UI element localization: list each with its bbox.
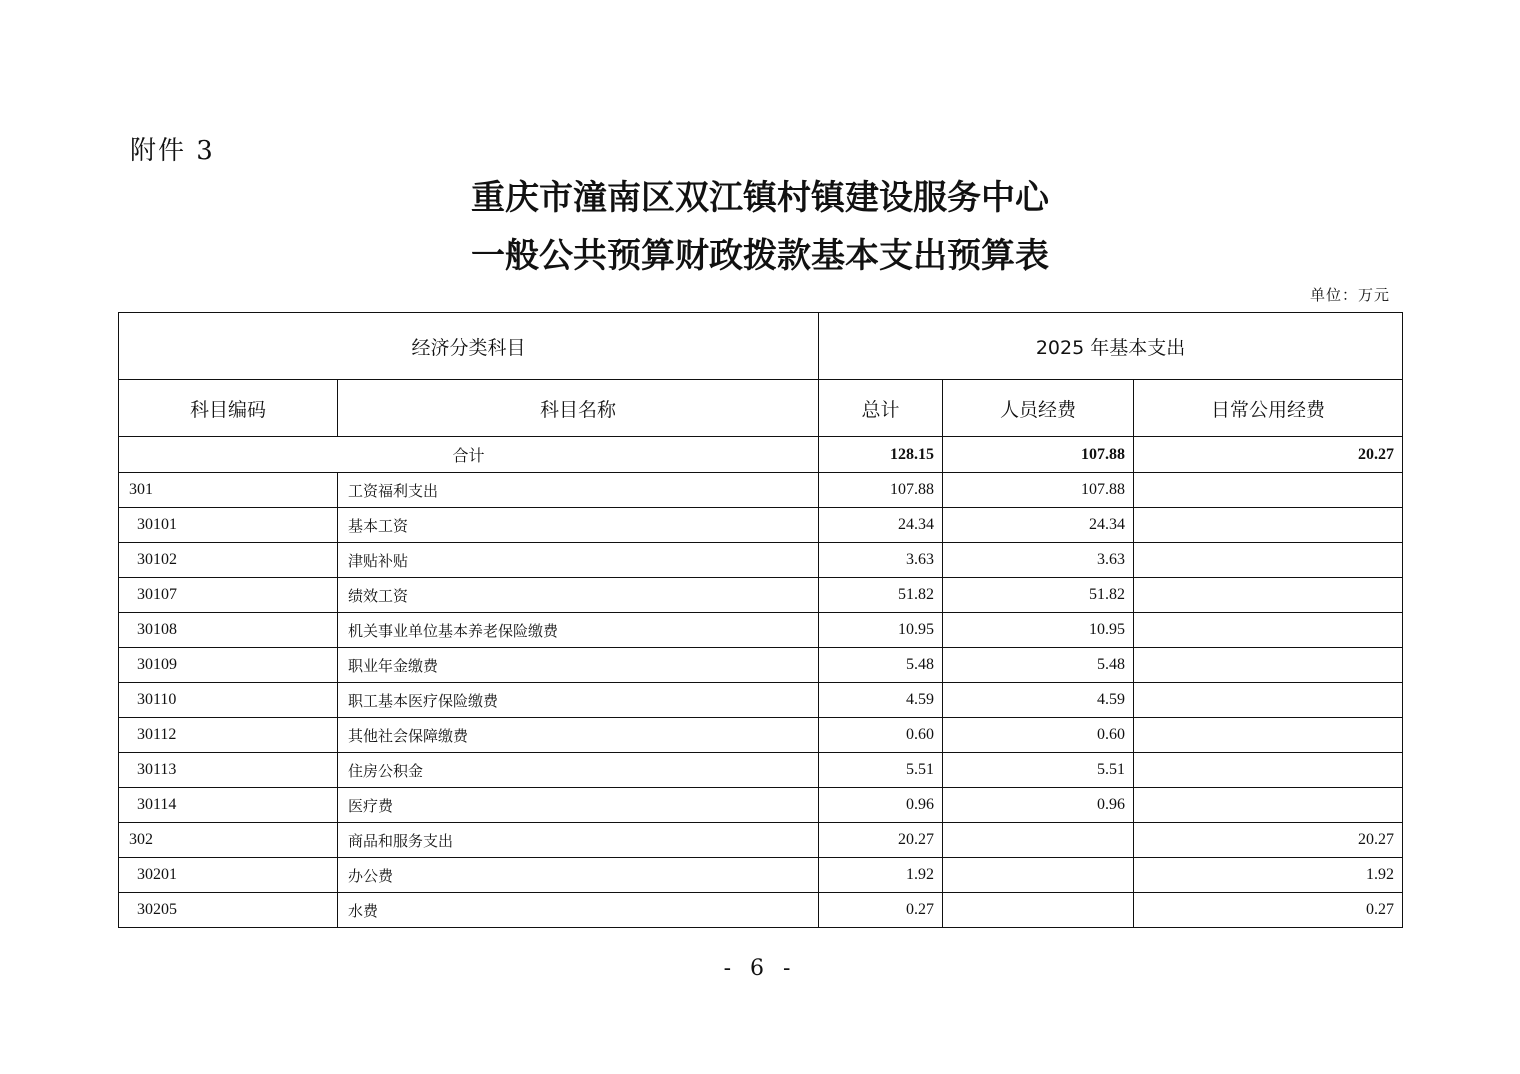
cell-total: 51.82 bbox=[819, 578, 943, 613]
cell-public bbox=[1134, 648, 1403, 683]
cell-public: 1.92 bbox=[1134, 858, 1403, 893]
cell-code: 302 bbox=[119, 823, 338, 858]
table-row bbox=[119, 788, 1403, 823]
table-row bbox=[119, 823, 1403, 858]
table-row bbox=[119, 718, 1403, 753]
cell-public: 0.27 bbox=[1134, 893, 1403, 928]
cell-name: 基本工资 bbox=[338, 508, 819, 543]
page-number: - 6 - bbox=[723, 956, 797, 981]
cell-code: 30110 bbox=[119, 683, 338, 718]
cell-code: 30114 bbox=[119, 788, 338, 823]
cell-public bbox=[1134, 753, 1403, 788]
header-personnel: 人员经费 bbox=[943, 380, 1134, 437]
cell-name: 绩效工资 bbox=[338, 578, 819, 613]
page-title-line1: 重庆市潼南区双江镇村镇建设服务中心 bbox=[471, 178, 1049, 218]
cell-name: 机关事业单位基本养老保险缴费 bbox=[338, 613, 819, 648]
cell-code: 30201 bbox=[119, 858, 338, 893]
total-row bbox=[119, 437, 1403, 473]
cell-public bbox=[1134, 683, 1403, 718]
cell-public bbox=[1134, 543, 1403, 578]
cell-public: 20.27 bbox=[1134, 823, 1403, 858]
cell-personnel bbox=[943, 858, 1134, 893]
budget-table bbox=[118, 312, 1403, 928]
cell-total: 20.27 bbox=[819, 823, 943, 858]
header-total: 总计 bbox=[819, 380, 943, 437]
table-row bbox=[119, 578, 1403, 613]
header-group-row bbox=[119, 313, 1403, 380]
table-row bbox=[119, 473, 1403, 508]
table-row bbox=[119, 893, 1403, 928]
cell-public bbox=[1134, 508, 1403, 543]
cell-name: 医疗费 bbox=[338, 788, 819, 823]
header-public: 日常公用经费 bbox=[1134, 380, 1403, 437]
header-basic-expenditure: 2025 年基本支出 bbox=[819, 313, 1403, 380]
table-row bbox=[119, 648, 1403, 683]
cell-total: 3.63 bbox=[819, 543, 943, 578]
cell-code: 30113 bbox=[119, 753, 338, 788]
cell-personnel: 107.88 bbox=[943, 473, 1134, 508]
cell-name: 商品和服务支出 bbox=[338, 823, 819, 858]
cell-public bbox=[1134, 473, 1403, 508]
cell-personnel: 5.48 bbox=[943, 648, 1134, 683]
cell-personnel: 24.34 bbox=[943, 508, 1134, 543]
table-row bbox=[119, 858, 1403, 893]
cell-total: 5.48 bbox=[819, 648, 943, 683]
table-row bbox=[119, 683, 1403, 718]
cell-public bbox=[1134, 578, 1403, 613]
cell-code: 30109 bbox=[119, 648, 338, 683]
cell-personnel: 51.82 bbox=[943, 578, 1134, 613]
table-row bbox=[119, 753, 1403, 788]
cell-name: 职业年金缴费 bbox=[338, 648, 819, 683]
cell-personnel: 0.96 bbox=[943, 788, 1134, 823]
cell-name: 住房公积金 bbox=[338, 753, 819, 788]
cell-name: 办公费 bbox=[338, 858, 819, 893]
cell-total: 0.60 bbox=[819, 718, 943, 753]
cell-personnel bbox=[943, 893, 1134, 928]
cell-public bbox=[1134, 718, 1403, 753]
cell-name: 职工基本医疗保险缴费 bbox=[338, 683, 819, 718]
cell-total: 0.27 bbox=[819, 893, 943, 928]
cell-public bbox=[1134, 613, 1403, 648]
cell-code: 30112 bbox=[119, 718, 338, 753]
cell-personnel: 0.60 bbox=[943, 718, 1134, 753]
cell-code: 30107 bbox=[119, 578, 338, 613]
cell-code: 301 bbox=[119, 473, 338, 508]
header-name: 科目名称 bbox=[338, 380, 819, 437]
unit-label: 单位：万元 bbox=[1309, 286, 1390, 304]
page-title-line2: 一般公共预算财政拨款基本支出预算表 bbox=[471, 236, 1049, 276]
cell-personnel: 3.63 bbox=[943, 543, 1134, 578]
header-column-row bbox=[119, 380, 1403, 437]
total-total: 128.15 bbox=[819, 437, 943, 473]
cell-total: 0.96 bbox=[819, 788, 943, 823]
cell-total: 4.59 bbox=[819, 683, 943, 718]
attachment-label: 附件 3 bbox=[130, 136, 215, 166]
cell-total: 5.51 bbox=[819, 753, 943, 788]
cell-personnel: 5.51 bbox=[943, 753, 1134, 788]
cell-code: 30101 bbox=[119, 508, 338, 543]
total-personnel: 107.88 bbox=[943, 437, 1134, 473]
cell-public bbox=[1134, 788, 1403, 823]
cell-total: 107.88 bbox=[819, 473, 943, 508]
cell-personnel: 4.59 bbox=[943, 683, 1134, 718]
cell-code: 30102 bbox=[119, 543, 338, 578]
cell-personnel: 10.95 bbox=[943, 613, 1134, 648]
header-economic-classification: 经济分类科目 bbox=[119, 313, 819, 380]
cell-code: 30108 bbox=[119, 613, 338, 648]
cell-total: 10.95 bbox=[819, 613, 943, 648]
cell-name: 其他社会保障缴费 bbox=[338, 718, 819, 753]
cell-personnel bbox=[943, 823, 1134, 858]
total-label: 合计 bbox=[119, 437, 819, 473]
cell-total: 24.34 bbox=[819, 508, 943, 543]
table-row bbox=[119, 508, 1403, 543]
table-row bbox=[119, 613, 1403, 648]
header-code: 科目编码 bbox=[119, 380, 338, 437]
cell-name: 津贴补贴 bbox=[338, 543, 819, 578]
total-public: 20.27 bbox=[1134, 437, 1403, 473]
cell-total: 1.92 bbox=[819, 858, 943, 893]
cell-name: 水费 bbox=[338, 893, 819, 928]
cell-code: 30205 bbox=[119, 893, 338, 928]
table-row bbox=[119, 543, 1403, 578]
cell-name: 工资福利支出 bbox=[338, 473, 819, 508]
